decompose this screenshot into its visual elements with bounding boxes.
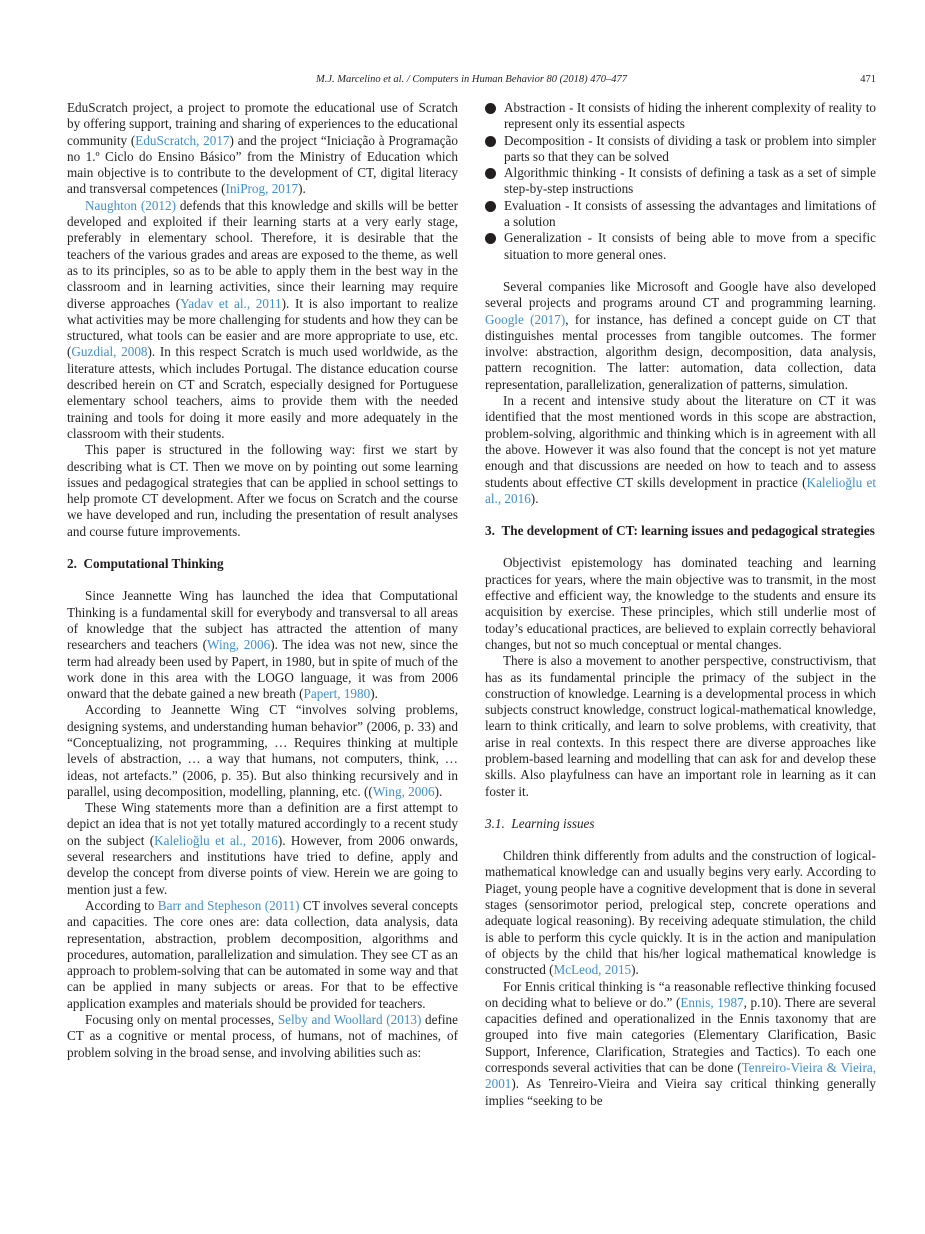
paragraph: Children think differently from adults and the construction of logical-mathematical knowledge can and usually begins very early. According to Piaget, young people have a cognitive development that is done in several stages (sensorimotor period, prelogical step, concrete operations and adequate logical reasoning). By receiving adequate stimulation, the child is able to perform this cycle quickly. It is in the action and manipulation of objects by the child that his/her logical mathematical knowledge is constructed (McLeod, 2015). [485,848,876,978]
bullet-icon [485,168,496,179]
subsection-heading: 3.1. Learning issues [485,815,595,831]
citation-link[interactable]: Papert, 1980 [303,686,371,702]
citation-link[interactable]: Wing, 2006 [207,637,271,653]
paragraph: For Ennis critical thinking is “a reasonable reflective thinking focused on deciding what to believe or do.” (Ennis, 1987, p.10). There are several capacities defined and operationalized in the Ennis taxonomy that are grouped into five main categories (Elementary Clarification, Basic Support, Inference, Clarification, Strategies and Tactics). To each one corresponds several activities that can be done (Tenreiro-Vieira & Vieira, 2001). As Tenreiro-Vieira and Vieira say critical thinking generally implies “seeking to be [485,978,877,1108]
ct-abilities-list [485,100,876,263]
spacer [485,263,876,279]
bullet-icon [485,233,496,244]
paragraph: Several companies like Microsoft and Google have also developed several projects and programs around CT and programming learning. Google (2017), for instance, has defined a concept guide on CT that distinguishes mental processes from tangible outcomes. The former involve: abstraction, algorithm design, decomposition, data analysis, pattern recognition. The latter: automation, data collection, data representation, parallelization, generalization of patterns, simulation. [485,278,876,392]
left-column [67,100,458,1061]
paragraph: Objectivist epistemology has dominated teaching and learning practices for years, where the main objective was to transmit, in the most effective and efficient way, the knowledge to the students and ensure its acquisition by exercise. These principles, which still underlie most of today’s educational practices, are believed to explain correctly behavioral changes, but not so much conceptual or mental changes. [485,555,876,652]
bullet-icon [485,201,496,212]
paragraph: EduScratch project, a project to promote the educational use of Scratch by offering support, training and sharing of experiences to the educational community (EduScratch, 2017) and the project “Iniciação à Programação no 1.º Ciclo do Ensino Básico” from the Ministry of Education which main objective is to contribute to the development of CT, digital literacy and transversal competences (IniProg, 2017). [67,100,458,197]
citation-link[interactable]: Tenreiro-Vieira & Vieira, 2001 [485,1060,877,1092]
paragraph: In a recent and intensive study about the literature on CT it was identified that the most mentioned words in this scope are abstraction, problem-solving, algorithmic and thinking which is in agreement with all the above. However it was also found that the concept is not yet mature enough and that discussions are needed on how to teach and to assess students about effective CT skills development in practice (Kalelioğlu et al., 2016). [485,393,877,506]
citation-link[interactable]: Ennis, 1987 [680,994,744,1010]
list-item: Decomposition - It consists of dividing a task or problem into simpler parts so that they can be solved [485,133,876,166]
citation-link[interactable]: Wing, 2006 [372,783,435,799]
paragraph: There is also a movement to another perspective, constructivism, that has as its fundamental principle the primacy of the subject in the construction of knowledge. Learning is a developmental process in which subjects construct knowledge, construct logical-mathematical knowledge, learn to think critically, and learn to solve problems, with creativity, that arise in real contexts. In this respect there are diverse approaches like problem-based learning and modelling that can ask for and develop these skills. Also playfulness can have an important role in learning as it can foster it. [485,653,876,799]
citation-link[interactable]: Selby and Woollard (2013) [277,1012,422,1028]
section-heading: 3. The development of CT: learning issues and pedagogical strategies [485,523,875,539]
bullet-icon [485,136,496,147]
citation-link[interactable]: McLeod, 2015 [553,962,632,978]
bullet-icon [485,103,496,114]
list-item: Abstraction - It consists of hiding the inherent complexity of reality to represent only its essential aspects [485,100,876,133]
journal-citation: M.J. Marcelino et al. / Computers in Human Behavior 80 (2018) 470–477 [315,74,628,85]
citation-link[interactable]: Kalelioğlu et al., 2016 [154,832,278,848]
list-item: Generalization - It consists of being able to move from a specific situation to more general ones. [485,230,876,263]
paragraph: Naughton (2012) defends that this knowledge and skills will be better developed and exploited if their learning starts at a very early stage, preferably in elementary school. Therefore, it is desirable that the teachers of the various grades and areas are exposed to the theme, as well as to its principles, so as to be able to apply them in the best way in the classroom and in learning activities, since their learning may require diverse approaches (Yadav et al., 2011). It is also important to realize what activities may be more challenging for students and how they can be structured, what tools can be easier and are more appropriate to use, etc. (Guzdial, 2008). In this respect Scratch is much used worldwide, as the literature attests, which includes Portugal. The distance education course described herein on CT and Scratch, especially designed for Portuguese elementary school teachers, aims to provide them with the needed training and tools for doing it more easily and more adequately in the classroom with their students. [67,197,458,441]
running-head [67,72,876,88]
list-item: Algorithmic thinking - It consists of defining a task as a set of simple step-by-step instructions [485,165,876,198]
citation-link[interactable]: Guzdial, 2008 [71,344,148,360]
citation-link[interactable]: Barr and Stepheson (2011) [157,897,300,913]
citation-link[interactable]: Google (2017) [485,311,566,327]
paragraph: According to Barr and Stepheson (2011) CT involves several concepts and capacities. The core ones are: data collection, data analysis, data representation, abstraction, problem decomposition, algorithms and procedures, automation, parallelization and simulation. They see CT as an approach to problem-solving that can be automated in some way and that can be applied in many subjects or areas. For that to be effective application examples and materials should be provided for teachers. [67,897,458,1011]
right-column [485,100,876,1109]
paragraph: These Wing statements more than a definition are a first attempt to depict an idea that is not yet totally matured accordingly to a recent study on the subject (Kalelioğlu et al., 2016). However, from 2006 onwards, several researchers and institutions have tried to define, apply and develop the concept from diverse points of view. Herein we are going to mention just a few. [67,800,459,897]
list-item: Evaluation - It consists of assessing the advantages and limitations of a solution [485,198,876,231]
citation-link[interactable]: IniProg, 2017 [225,181,299,197]
paragraph: Focusing only on mental processes, Selby and Woollard (2013) define CT as a cognitive or mental process, of humans, not of machines, of problem solving in the broad sense, and involving abilities such as: [67,1012,458,1060]
page-number: 471 [860,74,876,85]
citation-link[interactable]: Kalelioğlu et al., 2016 [485,474,877,506]
section-heading: 2. Computational Thinking [67,556,224,572]
citation-link[interactable]: EduScratch, 2017 [135,132,230,148]
paragraph: Since Jeannette Wing has launched the idea that Computational Thinking is a fundamental skill for everybody and transversal to all areas of knowledge that the subject has attracted the attention of many researchers and teachers (Wing, 2006). The idea was not new, since the term had already been used by Papert, in 1980, but in spite of much of the work done in this area with the LOGO language, it was from 2006 onward that the debate gained a new breath (Papert, 1980). [67,588,458,702]
citation-link[interactable]: Yadav et al., 2011 [180,295,282,311]
citation-link[interactable]: Naughton (2012) [85,197,176,213]
paragraph: This paper is structured in the following way: first we start by describing what is CT. Then we move on by pointing out some learning issues and pedagogical strategies that can be applied in school settings to help promote CT development. After we focus on Scratch and the course we have developed and run, including the presentation of result analyses and course future improvements. [67,442,458,539]
paragraph: According to Jeannette Wing CT “involves solving problems, designing systems, and understanding human behavior” (2006, p. 33) and “Conceptualizing, not programming, … Requires thinking at multiple levels of abstraction, … a way that humans, not computers, think, … ideas, not artefacts.” (2006, p. 35). But also thinking recursively and in parallel, using decomposition, modelling, planning, etc. ((Wing, 2006). [67,702,458,799]
